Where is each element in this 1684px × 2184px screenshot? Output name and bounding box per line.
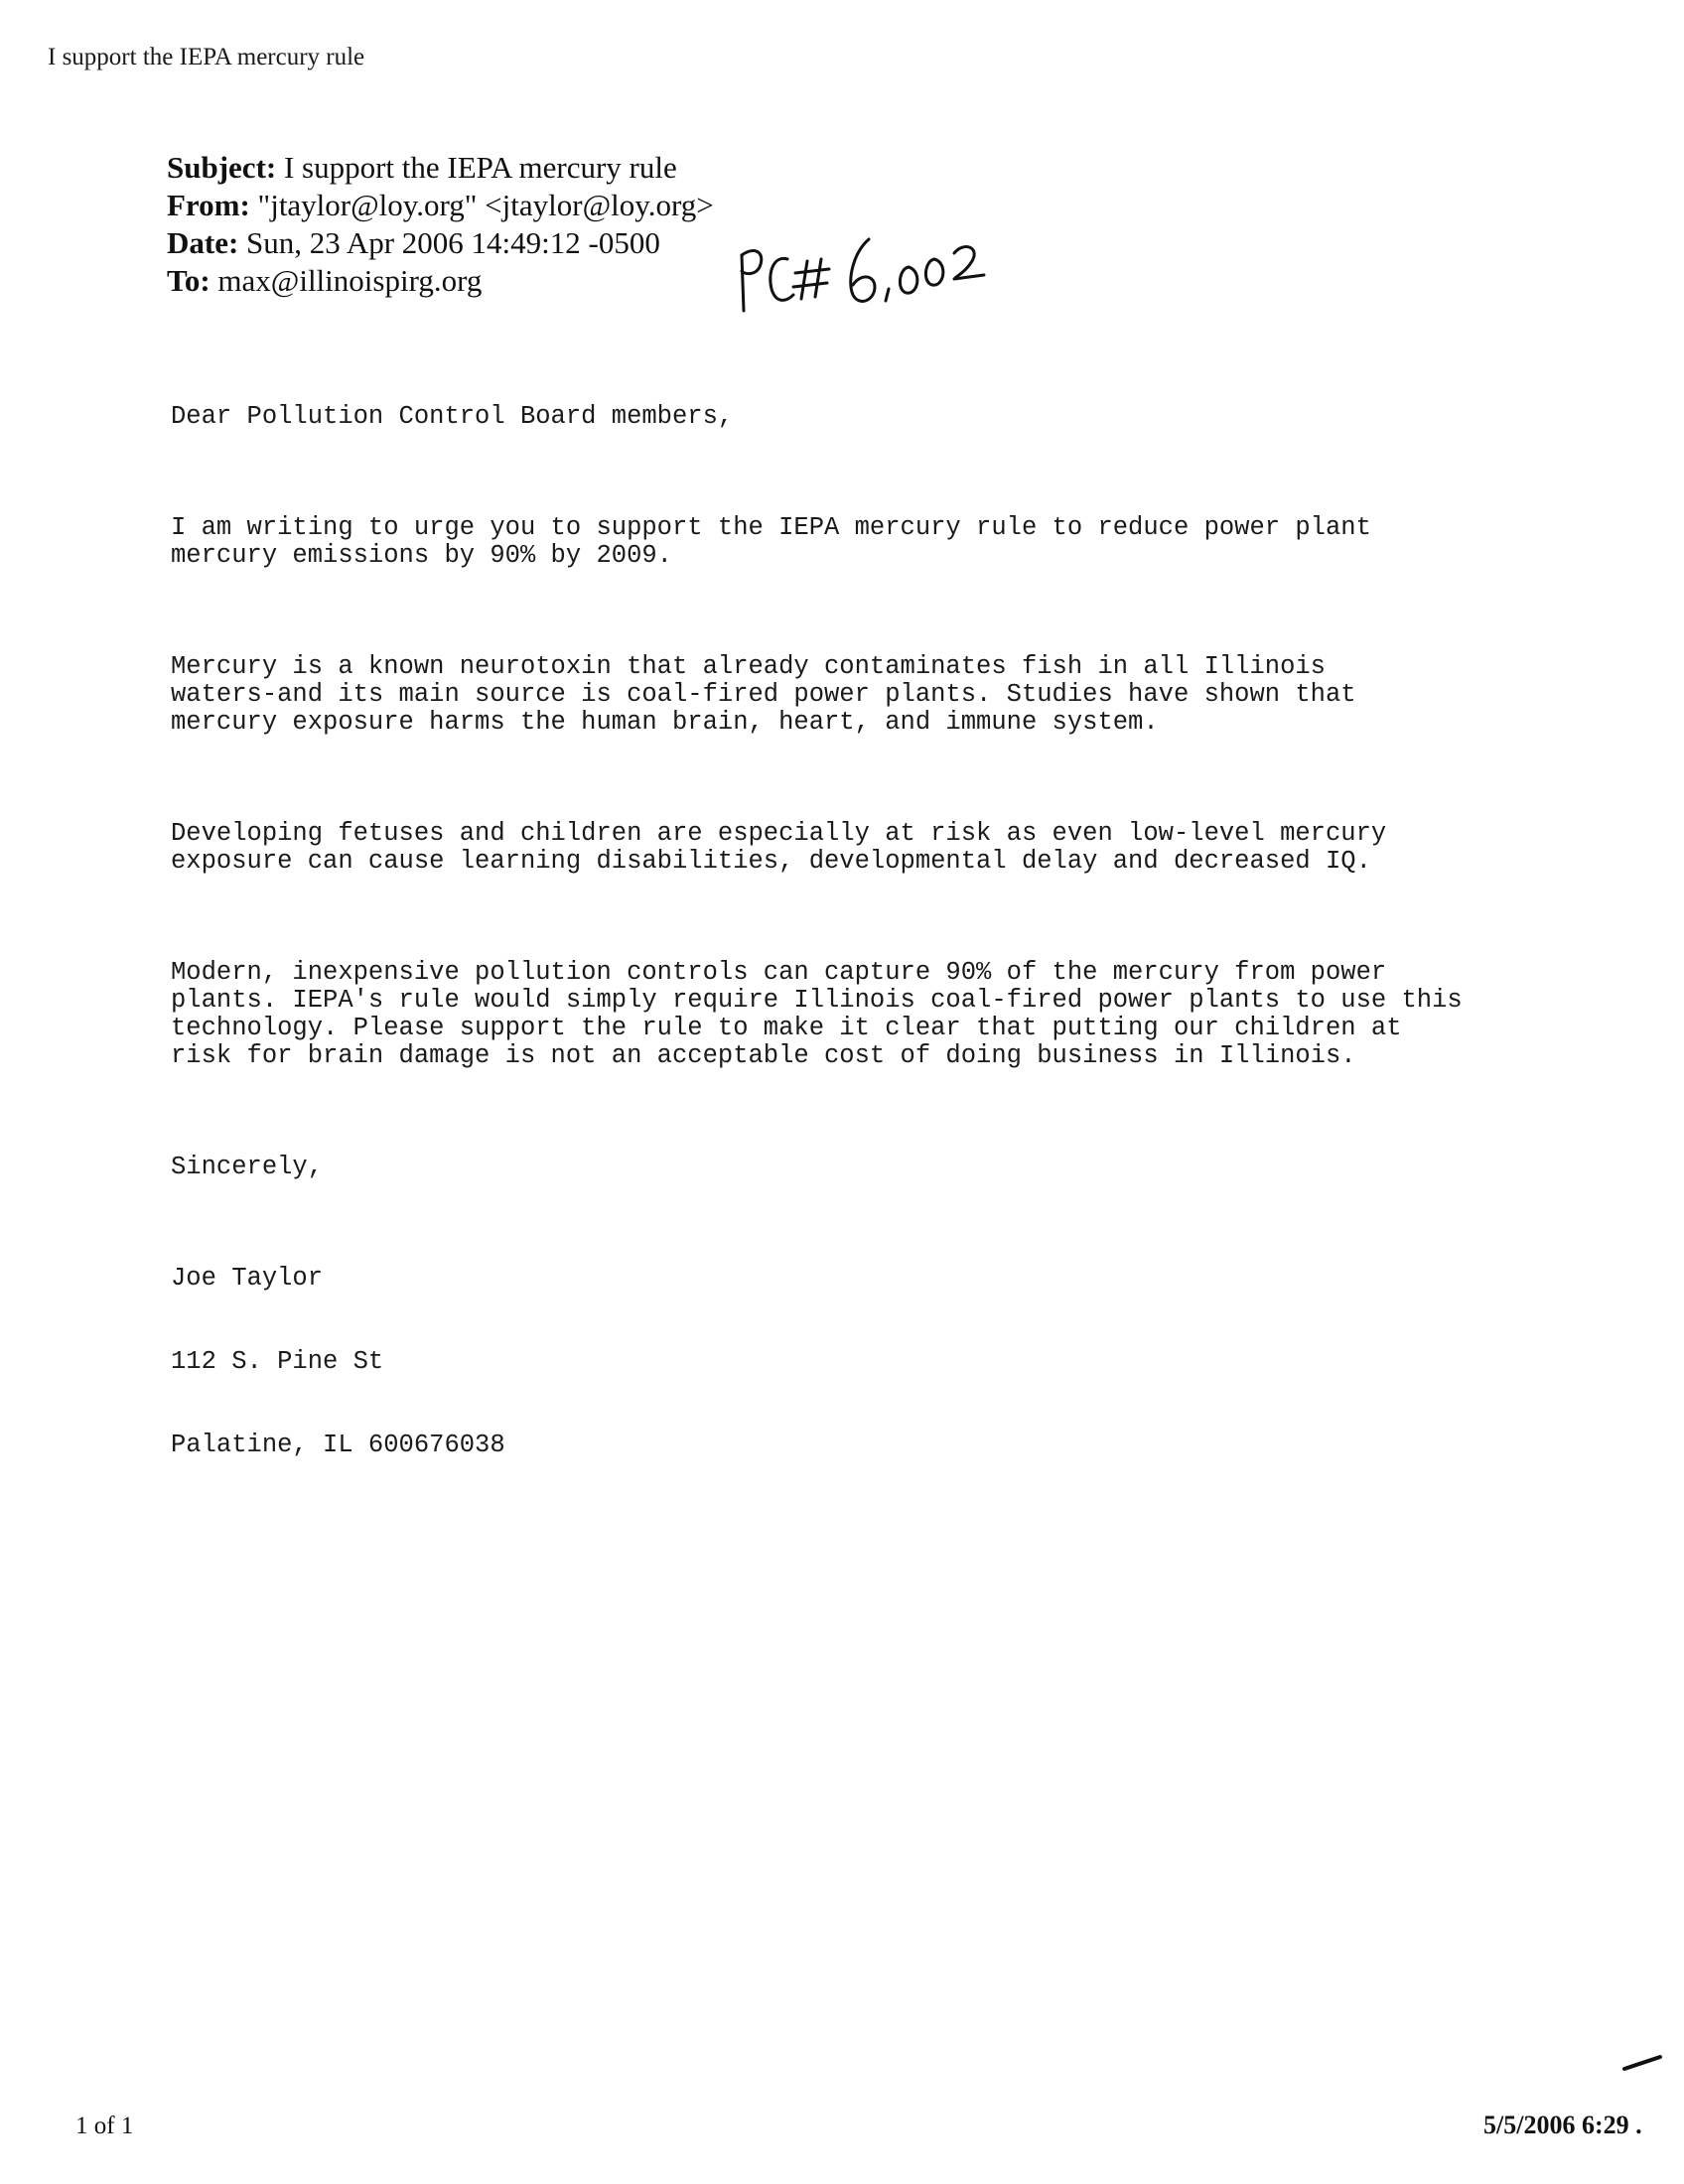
salutation: Dear Pollution Control Board members, bbox=[171, 402, 734, 431]
to-value: max@illinoispirg.org bbox=[217, 263, 483, 298]
scan-mark bbox=[1622, 2053, 1662, 2073]
signature-name: Joe Taylor bbox=[171, 1264, 324, 1293]
closing: Sincerely, bbox=[171, 1153, 324, 1181]
subject-value: I support the IEPA mercury rule bbox=[283, 150, 677, 185]
print-timestamp: 5/5/2006 6:29 . bbox=[1483, 2111, 1642, 2139]
page-number: 1 of 1 bbox=[75, 2113, 134, 2139]
from-label: From: bbox=[167, 188, 250, 222]
to-label: To: bbox=[167, 263, 210, 298]
email-headers bbox=[167, 149, 714, 300]
from-value: "jtaylor@loy.org" <jtaylor@loy.org> bbox=[257, 188, 714, 222]
paragraph-4: Modern, inexpensive pollution controls can capture 90% of the mercury from power plants. IEPA's rule would simply require Illinois coal-fired power plants to use this technology. Please support the rule to make it clear that putting our children at risk for brain damage is not an acceptable cost of doing business in Illinois. bbox=[171, 958, 1463, 1070]
handwritten-stamp bbox=[730, 233, 988, 318]
paragraph-3: Developing fetuses and children are especially at risk as even low-level mercury exposure can cause learning disabilities, developmental delay and decreased IQ. bbox=[171, 819, 1387, 876]
running-title: I support the IEPA mercury rule bbox=[48, 44, 365, 70]
to-row bbox=[167, 262, 714, 300]
subject-row bbox=[167, 149, 714, 187]
subject-label: Subject: bbox=[167, 150, 277, 185]
date-row bbox=[167, 224, 714, 262]
signature-city: Palatine, IL 600676038 bbox=[171, 1431, 505, 1459]
date-label: Date: bbox=[167, 225, 239, 260]
date-value: Sun, 23 Apr 2006 14:49:12 -0500 bbox=[246, 225, 660, 260]
signature-street: 112 S. Pine St bbox=[171, 1347, 384, 1376]
from-row bbox=[167, 187, 714, 224]
paragraph-1: I am writing to urge you to support the IEPA mercury rule to reduce power plant mercury emissions by 90% by 2009. bbox=[171, 513, 1371, 570]
letter-body bbox=[171, 347, 1640, 1515]
paragraph-2: Mercury is a known neurotoxin that already contaminates fish in all Illinois waters-and its main source is coal-fired power plants. Studies have shown that mercury exposure harms the human brain, heart, and immune system. bbox=[171, 652, 1356, 737]
